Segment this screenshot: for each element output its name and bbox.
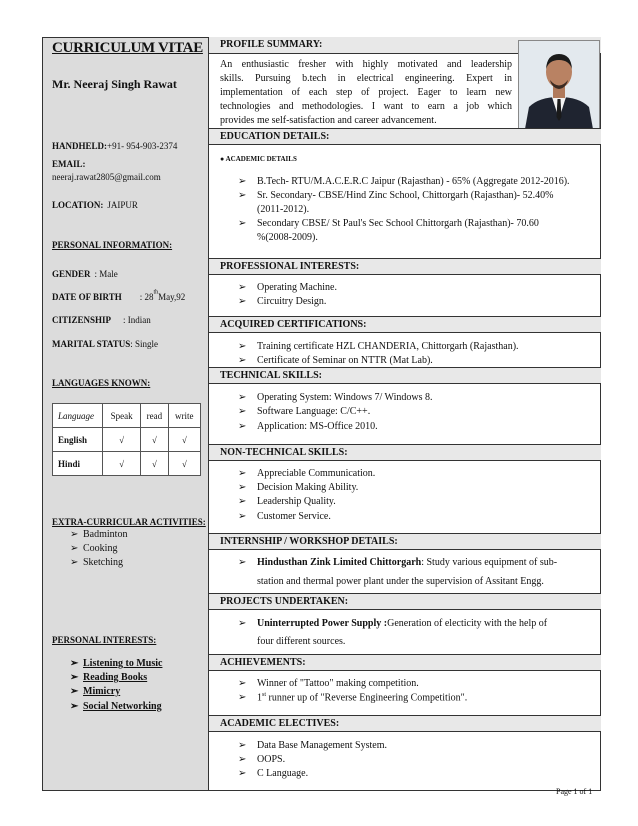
arrow-bullet-icon: ➢ (70, 686, 79, 697)
list-item: ➢ OOPS. (238, 754, 286, 765)
list-item: ➢ 1st runner up of "Reverse Engineering Competition". (238, 692, 468, 704)
location-label: LOCATION: (52, 200, 104, 210)
table-header-cell: read (141, 404, 168, 428)
languages-table (52, 403, 201, 476)
technical-heading: TECHNICAL SKILLS: (209, 367, 601, 384)
list-item: ➢ Data Base Management System. (238, 740, 387, 751)
table-cell: √ (103, 428, 141, 452)
arrow-bullet-icon: ➢ (238, 511, 247, 522)
list-item: ➢ Application: MS-Office 2010. (238, 421, 378, 432)
arrow-bullet-icon: ➢ (238, 482, 247, 493)
academic-label: ● ACADEMIC DETAILS (220, 155, 297, 163)
dob-value: : 28 (139, 292, 154, 302)
professional-heading: PROFESSIONAL INTERESTS: (209, 258, 601, 275)
arrow-bullet-icon: ➢ (238, 740, 247, 751)
list-item: ➢ Appreciable Communication. (238, 468, 376, 479)
list-item: ➢ Badminton (70, 529, 128, 540)
marital-value: : Single (130, 339, 159, 349)
marital-label: MARITAL STATUS (52, 339, 131, 349)
list-item: ➢ Training certificate HZL CHANDERIA, Chittorgarh (Rajasthan). (238, 341, 519, 352)
list-item-continuation: (2011-2012). (257, 204, 310, 215)
arrow-bullet-icon: ➢ (238, 406, 247, 417)
list-item: ➢ B.Tech- RTU/M.A.C.E.R.C Jaipur (Rajasthan) - 65% (Aggregate 2012-2016). (238, 176, 570, 187)
table-row (53, 428, 201, 452)
list-item-continuation: %(2008-2009). (257, 232, 318, 243)
arrow-bullet-icon: ➢ (238, 618, 247, 629)
list-item: ➢ Uninterrupted Power Supply :Generation of electicity with the help of (238, 618, 548, 629)
gender-row (52, 264, 118, 282)
list-item: ➢ Operating System: Windows 7/ Windows 8. (238, 392, 433, 403)
list-item: ➢ Leadership Quality. (238, 496, 336, 507)
arrow-bullet-icon: ➢ (238, 341, 247, 352)
arrow-bullet-icon: ➢ (238, 296, 247, 307)
gender-label: GENDER (52, 269, 91, 279)
electives-heading: ACADEMIC ELECTIVES: (209, 715, 601, 732)
candidate-name: Mr. Neeraj Singh Rawat (52, 77, 177, 91)
table-row (53, 404, 201, 428)
list-item: ➢ Sr. Secondary- CBSE/Hind Zinc School, Chittorgarh (Rajasthan)- 52.40% (238, 190, 554, 201)
dob-label: DATE OF BIRTH (52, 292, 122, 302)
list-item-continuation: station and thermal power plant under the supervision of Assitant Engg. (257, 576, 544, 587)
certifications-heading: ACQUIRED CERTIFICATIONS: (209, 316, 601, 333)
arrow-bullet-icon: ➢ (238, 176, 247, 187)
list-item: ➢ Circuitry Design. (238, 296, 327, 307)
arrow-bullet-icon: ➢ (238, 678, 247, 689)
citizenship-row (52, 310, 151, 328)
extra-heading: EXTRA-CURRICULAR ACTIVITIES: (52, 517, 206, 527)
education-heading: EDUCATION DETAILS: (209, 128, 601, 145)
list-item: ➢ Hindusthan Zink Limited Chittorgarh: Study various equipment of sub- (238, 557, 558, 568)
list-item: ➢ Mimicry (70, 686, 121, 697)
dob-rest: May,92 (158, 292, 186, 302)
arrow-bullet-icon: ➢ (238, 282, 247, 293)
achievements-heading: ACHIEVEMENTS: (209, 654, 601, 671)
list-item: ➢ Cooking (70, 543, 118, 554)
table-cell: √ (141, 428, 168, 452)
list-item: ➢ Operating Machine. (238, 282, 337, 293)
gender-value: : Male (94, 269, 118, 279)
list-item: ➢ Secondary CBSE/ St Paul's Sec School Chittorgarh (Rajasthan)- 70.60 (238, 218, 539, 229)
arrow-bullet-icon: ➢ (70, 543, 79, 554)
arrow-bullet-icon: ➢ (70, 672, 79, 683)
list-item: ➢ Social Networking (70, 701, 162, 712)
arrow-bullet-icon: ➢ (238, 190, 247, 201)
table-header-cell: Language (53, 404, 103, 428)
table-cell: √ (168, 452, 200, 476)
table-cell: Hindi (53, 452, 103, 476)
table-cell: √ (168, 428, 200, 452)
citizenship-label: CITIZENSHIP (52, 315, 112, 325)
arrow-bullet-icon: ➢ (238, 496, 247, 507)
table-cell: √ (141, 452, 168, 476)
table-row (53, 452, 201, 476)
nontechnical-heading: NON-TECHNICAL SKILLS: (209, 444, 601, 461)
table-header-cell: write (168, 404, 200, 428)
email-value: neeraj.rawat2805@gmail.com (52, 172, 161, 182)
table-cell: √ (103, 452, 141, 476)
location-value: JAIPUR (107, 200, 138, 210)
arrow-bullet-icon: ➢ (70, 529, 79, 540)
cv-title: CURRICULUM VITAE (52, 40, 203, 56)
arrow-bullet-icon: ➢ (238, 692, 247, 704)
dob-row (52, 287, 185, 305)
profile-summary: An enthusiastic fresher with highly motivated and leadership skills. Pursuing b.tech in electrical engineering. Expert in implementation of each step of project. Eager to learn new technologies and methodologies. I want to earn a job which provides me self-satisfaction and career advancement. (220, 59, 512, 126)
table-cell: English (53, 428, 103, 452)
handheld-value: +91- 954-903-2374 (107, 141, 178, 151)
arrow-bullet-icon: ➢ (238, 468, 247, 479)
list-item-continuation: four different sources. (257, 636, 346, 647)
list-item: ➢ C Language. (238, 768, 309, 779)
handheld-label: HANDHELD: (52, 141, 108, 151)
arrow-bullet-icon: ➢ (238, 768, 247, 779)
list-item: ➢ Customer Service. (238, 511, 331, 522)
personal-info-heading: PERSONAL INFORMATION: (52, 240, 173, 250)
arrow-bullet-icon: ➢ (70, 557, 79, 568)
internship-heading: INTERNSHIP / WORKSHOP DETAILS: (209, 533, 601, 550)
person-photo-icon (519, 41, 599, 129)
dob-sup: th (153, 289, 159, 296)
list-item: ➢ Software Language: C/C++. (238, 406, 371, 417)
arrow-bullet-icon: ➢ (238, 355, 247, 366)
list-item: ➢ Listening to Music (70, 658, 163, 669)
arrow-bullet-icon: ➢ (238, 392, 247, 403)
languages-heading: LANGUAGES KNOWN: (52, 378, 151, 388)
arrow-bullet-icon: ➢ (238, 754, 247, 765)
interests-heading: PERSONAL INTERESTS: (52, 635, 157, 645)
list-item: ➢ Winner of "Tattoo" making competition. (238, 678, 419, 689)
profile-photo (518, 40, 600, 130)
profile-heading: PROFILE SUMMARY: (209, 37, 601, 54)
page-number: Page 1 of 1 (556, 787, 593, 796)
list-item: ➢ Reading Books (70, 672, 148, 683)
citizenship-value: : Indian (123, 315, 151, 325)
list-item: ➢ Certificate of Seminar on NTTR (Mat Lab). (238, 355, 433, 366)
projects-heading: PROJECTS UNDERTAKEN: (209, 593, 601, 610)
arrow-bullet-icon: ➢ (238, 218, 247, 229)
marital-row (52, 334, 158, 352)
arrow-bullet-icon: ➢ (70, 701, 79, 712)
list-item: ➢ Sketching (70, 557, 123, 568)
list-item: ➢ Decision Making Ability. (238, 482, 359, 493)
table-header-cell: Speak (103, 404, 141, 428)
arrow-bullet-icon: ➢ (238, 421, 247, 432)
email-label: EMAIL: (52, 159, 86, 169)
arrow-bullet-icon: ➢ (70, 658, 79, 669)
arrow-bullet-icon: ➢ (238, 557, 247, 568)
location-row (52, 195, 138, 213)
handheld-row (52, 136, 177, 154)
